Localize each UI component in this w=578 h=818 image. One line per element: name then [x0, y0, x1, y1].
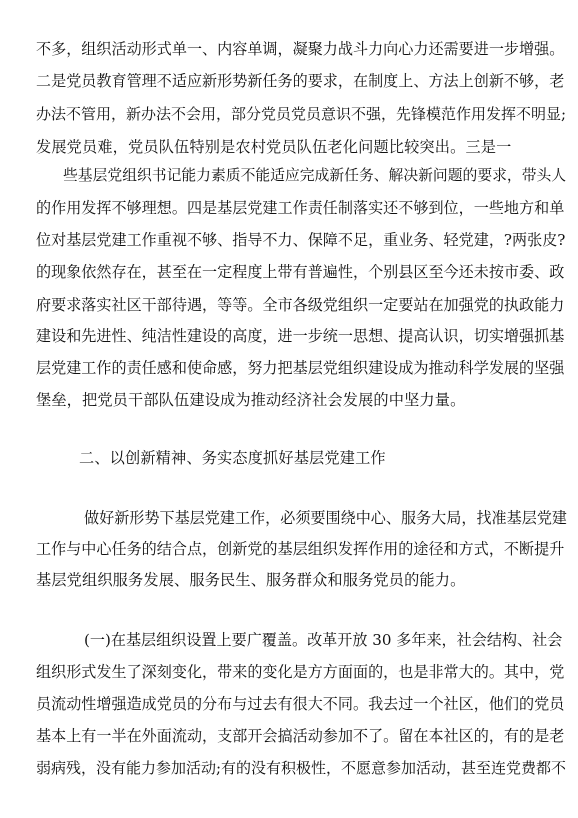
section-heading: 二、以创新精神、务实态度抓好基层党建工作 — [79, 449, 386, 467]
text-line: 堡垒，把党员干部队伍建设成为推动经济社会发展的中坚力量。 — [36, 391, 466, 409]
text-line: 基本上有一半在外面流动，支部开会搞活动参加不了。留在本社区的，有的是老 — [36, 727, 565, 745]
text-line: 发展党员难，党员队伍特别是农村党员队伍老化问题比较突出。三是一 — [36, 138, 512, 156]
text-line: 做好新形势下基层党建工作，必须要围绕中心、服务大局，找准基层党建 — [84, 509, 568, 527]
text-line: 员流动性增强造成党员的分布与过去有很大不同。我去过一个社区，他们的党员 — [36, 695, 565, 713]
text-line: 的作用发挥不够理想。四是基层党建工作责任制落实还不够到位，一些地方和单 — [36, 199, 565, 217]
text-line: 办法不管用，新办法不会用，部分党员党员意识不强，先锋模范作用发挥不明显; — [36, 105, 567, 123]
text-line: 建设和先进性、纯洁性建设的高度，进一步统一思想、提高认识，切实增强抓基 — [36, 327, 565, 345]
text-line: 不多，组织活动形式单一、内容单调，凝聚力战斗力向心力还需要进一步增强。 — [36, 40, 565, 58]
text-line: 层党建工作的责任感和使命感，努力把基层党组织建设成为推动科学发展的坚强 — [36, 359, 565, 377]
text-line: (一)在基层组织设置上要广覆盖。改革开放 30 多年来，社会结构、社会 — [84, 631, 563, 649]
text-line: 工作与中心任务的结合点，创新党的基层组织发挥作用的途径和方式，不断提升 — [36, 540, 565, 558]
text-line: 些基层党组织书记能力素质不能适应完成新任务、解决新问题的要求，带头人 — [63, 167, 567, 184]
text-line: 弱病残，没有能力参加活动;有的没有积极性，不愿意参加活动，甚至连党费都不 — [36, 759, 567, 777]
text-line: 二是党员教育管理不适应新形势新任务的要求，在制度上、方法上创新不够，老 — [36, 72, 565, 90]
text-line: 组织形式发生了深刻变化，带来的变化是方方面面的，也是非常大的。其中，党 — [36, 663, 565, 681]
text-line: 府要求落实社区干部待遇，等等。全市各级党组织一定要站在加强党的执政能力 — [36, 296, 565, 314]
text-line: 位对基层党建工作重视不够、指导不力、保障不足，重业务、轻党建，?两张皮? — [36, 231, 566, 249]
text-line: 基层党组织服务发展、服务民生、服务群众和服务党员的能力。 — [36, 571, 466, 589]
text-line: 的现象依然存在，甚至在一定程度上带有普遍性，个别县区至今还未按市委、政 — [36, 263, 565, 281]
